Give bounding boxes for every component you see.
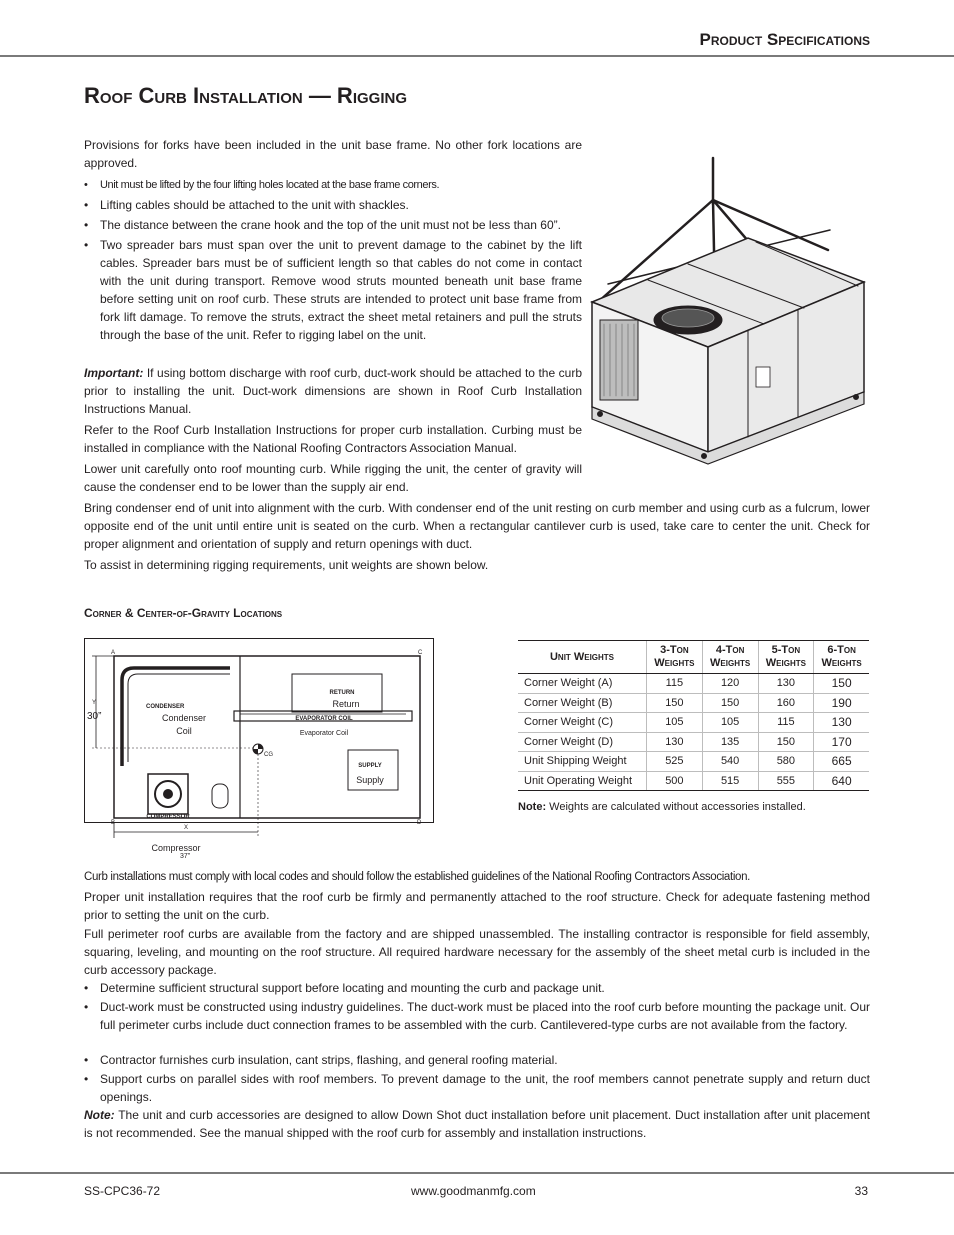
table-row <box>518 732 869 752</box>
cell-4-ton: 120 <box>702 674 758 694</box>
table-header-row <box>518 641 869 674</box>
diagram-heading: Corner & Center-of-Gravity Locations <box>84 606 283 620</box>
curb-codes-paragraph: Curb installations must comply with local codes and should follow the established guidelines of the National Roofing Contractors Association. <box>84 871 750 883</box>
coil-label: Coil <box>176 726 192 736</box>
cell-5-ton: 555 <box>758 771 814 791</box>
important-text: If using bottom discharge with roof curb, duct-work should be attached to the curb prior to installing the unit. Duct-work dimensions are shown in Roof Curb Installation Instructions Manual. <box>84 366 582 416</box>
assist-paragraph: To assist in determining rigging requirements, unit weights are shown below. <box>84 558 489 572</box>
corner-b-label: B <box>111 820 116 826</box>
return-caps-label: RETURN <box>329 690 355 696</box>
dim-y-label: 30” <box>87 711 102 722</box>
intro-bullet-2: • Lifting cables should be attached to the unit with shackles. <box>84 198 409 212</box>
header-rule <box>0 55 954 57</box>
bullet-icon: • <box>84 1072 89 1086</box>
intro-paragraph: Provisions for forks have been included in the unit base frame. No other fork locations are approved. <box>84 138 582 170</box>
evap-caps-label: EVAPORATOR COIL <box>295 716 353 722</box>
supply-caps-label: SUPPLY <box>358 763 382 769</box>
cell-4-ton: 540 <box>702 752 758 772</box>
curb-note-label: Note: <box>84 1108 115 1122</box>
curb-bullet-1: • Determine sufficient structural support before locating and mounting the curb and package unit. <box>84 981 605 995</box>
row-label: Unit Shipping Weight <box>518 752 647 772</box>
bullet-icon: • <box>84 238 89 252</box>
cell-5-ton: 150 <box>758 732 814 752</box>
footer-doc-id: SS-CPC36-72 <box>84 1184 161 1198</box>
header-4-ton: 4-Ton Weights <box>702 641 758 674</box>
cg-label: CG <box>264 752 273 758</box>
weights-note <box>518 801 806 813</box>
cell-5-ton: 115 <box>758 713 814 733</box>
rigging-illustration <box>588 152 870 474</box>
curb-bullet-4: • Support curbs on parallel sides with roof members. To prevent damage to the unit, the roof members cannot penetrate supply and return duct openings. <box>84 1072 870 1104</box>
cell-3-ton: 150 <box>647 693 703 713</box>
cell-6-ton: 640 <box>814 771 869 791</box>
curb-proper-paragraph: Proper unit installation requires that the roof curb be firmly and permanently attached to the roof structure. Check for adequate fastening method prior to setting the unit on the curb. <box>84 890 870 922</box>
header-5-ton: 5-Ton Weights <box>758 641 814 674</box>
intro-bullet-1: • Unit must be lifted by the four lifting holes located at the base frame corners. <box>84 176 584 194</box>
cell-4-ton: 135 <box>702 732 758 752</box>
curb-note-text: The unit and curb accessories are designed to allow Down Shot duct installation before unit placement. Duct installation after unit placement is not recommended. See the manual shipped with the roof curb for assembly and installation instructions. <box>84 1108 870 1140</box>
lower-paragraph: Lower unit carefully onto roof mounting curb. While rigging the unit, the center of gravity will cause the condenser end to be lower than the supply air end. <box>84 462 582 494</box>
cell-3-ton: 105 <box>647 713 703 733</box>
cell-5-ton: 130 <box>758 674 814 694</box>
axis-x-label: X <box>184 825 189 831</box>
important-label: Important: <box>84 366 144 380</box>
table-row <box>518 713 869 733</box>
corner-d-label: D <box>417 820 422 826</box>
bullet-icon: • <box>84 1000 89 1014</box>
compressor-caps-label: COMPRESSOR <box>146 814 190 820</box>
cell-5-ton: 580 <box>758 752 814 772</box>
cell-5-ton: 160 <box>758 693 814 713</box>
row-label: Corner Weight (A) <box>518 674 647 694</box>
bullet-icon: • <box>84 198 89 212</box>
cell-4-ton: 515 <box>702 771 758 791</box>
cell-4-ton: 105 <box>702 713 758 733</box>
header-6-ton: 6-Ton Weights <box>814 641 869 674</box>
table-row <box>518 674 869 694</box>
table-row <box>518 771 869 791</box>
cell-3-ton: 115 <box>647 674 703 694</box>
evap-label: Evaporator Coil <box>299 730 349 737</box>
row-label: Corner Weight (D) <box>518 732 647 752</box>
compressor-label: Compressor <box>151 843 201 853</box>
axis-y-label: Y <box>92 700 97 706</box>
cell-3-ton: 500 <box>647 771 703 791</box>
row-label: Corner Weight (C) <box>518 713 647 733</box>
table-row <box>518 752 869 772</box>
corner-a-label: A <box>111 650 116 656</box>
header-unit-weights: Unit Weights <box>518 641 647 674</box>
bullet-icon: • <box>84 179 88 191</box>
header-section-title: Product Specifications <box>699 30 870 49</box>
refer-paragraph: Refer to the Roof Curb Installation Instructions for proper curb installation. Curbing must be installed in compliance with the National Roofing Contractors Association Manual. <box>84 423 582 455</box>
table-row <box>518 693 869 713</box>
curb-bullet-2: • Duct-work must be constructed using industry guidelines. The duct-work must be placed into the roof curb before mounting the package unit. Our full perimeter curbs include duct connection frames to be assembled with the curb. Cantilevered-type curbs are not available from the factory. <box>84 1000 870 1032</box>
footer-url: www.goodmanmfg.com <box>411 1184 536 1198</box>
row-label: Unit Operating Weight <box>518 771 647 791</box>
condenser-caps-label: CONDENSER <box>146 704 185 710</box>
cell-4-ton: 150 <box>702 693 758 713</box>
corner-cg-diagram <box>84 638 434 860</box>
curb-full-paragraph: Full perimeter roof curbs are available from the factory and are shipped unassembled. The installing contractor is responsible for field assembly, squaring, leveling, and mounting on the roof structure. All required hardware necessary for the assembly of the sheet metal curb is included in the curb accessory package. <box>84 927 870 977</box>
header-3-ton: 3-Ton Weights <box>647 641 703 674</box>
cell-3-ton: 525 <box>647 752 703 772</box>
page-title: Roof Curb Installation — Rigging <box>84 83 407 108</box>
weights-note-label: Note: <box>518 801 547 813</box>
return-label: Return <box>332 699 360 709</box>
bullet-icon: • <box>84 218 89 232</box>
cell-6-ton: 170 <box>814 732 869 752</box>
important-paragraph <box>84 364 582 418</box>
bring-paragraph: Bring condenser end of unit into alignment with the curb. With condenser end of the unit resting on curb member and using curb as a fulcrum, lower opposite end of the unit until entire unit is seated on the curb. When a rectangular cantilever curb is used, take care to center the unit. Check for proper alignment and orientation of supply and return openings with duct. <box>84 501 870 551</box>
cell-6-ton: 150 <box>814 674 869 694</box>
row-label: Corner Weight (B) <box>518 693 647 713</box>
weights-note-text: Weights are calculated without accessories installed. <box>549 801 806 813</box>
cell-3-ton: 130 <box>647 732 703 752</box>
footer-page-number: 33 <box>854 1184 868 1198</box>
cell-6-ton: 665 <box>814 752 869 772</box>
curb-bullet-3: • Contractor furnishes curb insulation, cant strips, flashing, and general roofing material. <box>84 1053 558 1067</box>
condenser-label: Condenser <box>161 713 207 723</box>
intro-bullet-4: • Two spreader bars must span over the unit to prevent damage to the cabinet by the lift cables. Spreader bars must be of sufficient length so that cables do not come in contact with the unit during transport. Remove wood struts mounted beneath unit base frame before setting unit on roof curb. These struts are intended to protect unit base frame from fork lift damage. To remove the struts, extract the sheet metal retainers and pull the struts through the base of the unit. Refer to rigging label on the unit. <box>84 238 582 342</box>
intro-bullet-3: • The distance between the crane hook and the top of the unit must not be less than 60”. <box>84 218 561 232</box>
cell-6-ton: 130 <box>814 713 869 733</box>
supply-label: Supply <box>356 775 384 785</box>
corner-c-label: C <box>418 650 423 656</box>
footer-rule <box>0 1172 954 1174</box>
dim-x-label: 37” <box>179 853 191 860</box>
bullet-icon: • <box>84 1053 89 1067</box>
cell-6-ton: 190 <box>814 693 869 713</box>
curb-note-paragraph <box>84 1106 870 1142</box>
unit-weights-table <box>518 640 869 791</box>
bullet-icon: • <box>84 981 89 995</box>
